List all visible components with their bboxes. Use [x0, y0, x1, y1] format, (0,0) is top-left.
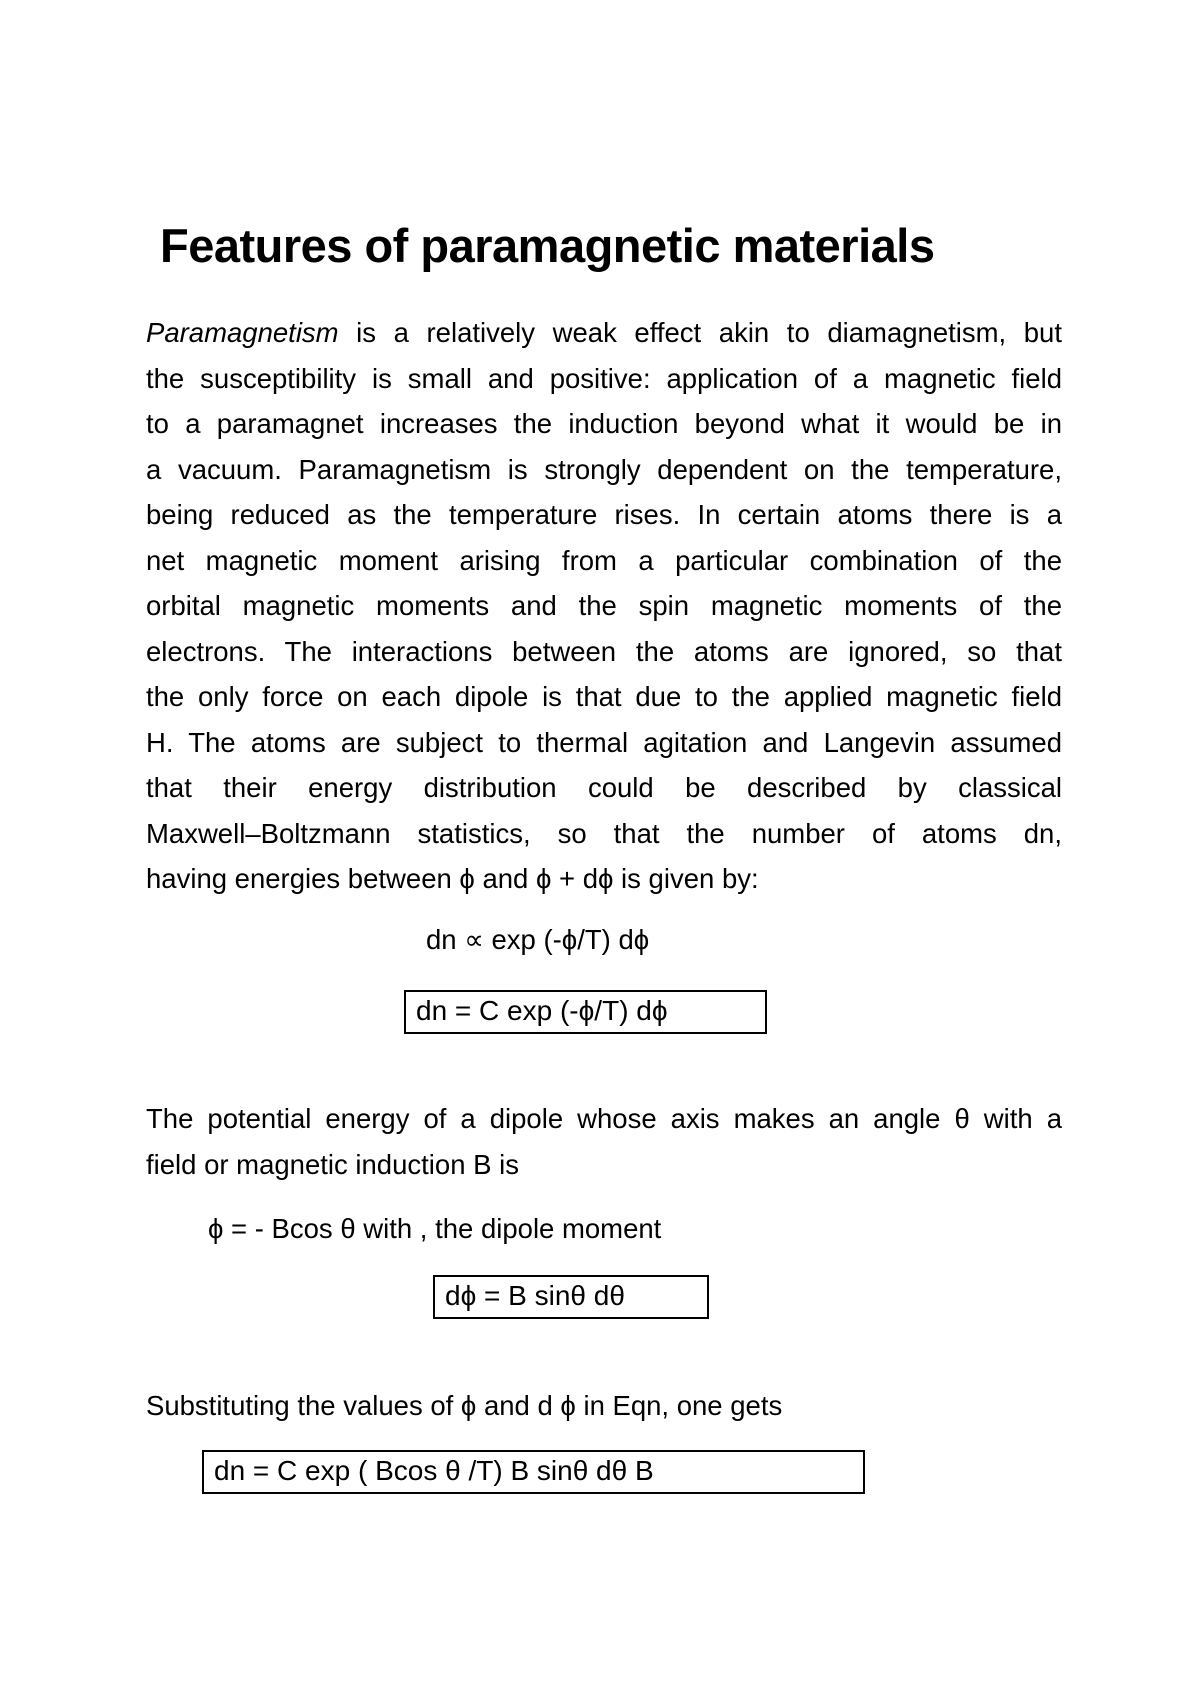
- paragraph-intro: [146, 310, 1062, 902]
- paragraph-line: the only force on each dipole is that due to the applied magnetic field: [146, 681, 1062, 712]
- paragraph-line: that their energy distribution could be described by classical: [146, 772, 1062, 803]
- paragraph-line: Substituting the values of ϕ and d ϕ in Eqn, one gets: [146, 1390, 783, 1421]
- paragraph-line: electrons. The interactions between the atoms are ignored, so that: [146, 635, 1062, 667]
- paragraph-line-text: is a relatively weak effect akin to diamagnetism, but: [338, 317, 1062, 348]
- paragraph-line: net magnetic moment arising from a particular combination of the: [146, 544, 1062, 576]
- paragraph-line: H. The atoms are subject to thermal agitation and Langevin assumed: [146, 726, 1062, 758]
- equation-phi-definition: ϕ = - Bcos θ with , the dipole moment: [208, 1213, 662, 1244]
- paragraph-line: the susceptibility is small and positive: application of a magnetic field: [146, 362, 1062, 394]
- paragraph-line: to a paramagnet increases the induction beyond what it would be in: [146, 408, 1062, 439]
- paragraph-potential-energy: [146, 1096, 1062, 1187]
- boxed-equation-dn: dn = C exp (-ϕ/T) dϕ: [404, 990, 767, 1034]
- paragraph-line: Maxwell–Boltzmann statistics, so that the number of atoms dn,: [146, 817, 1062, 849]
- paragraph-substitution: [146, 1383, 1062, 1429]
- page-title: Features of paramagnetic materials: [160, 219, 935, 272]
- equation-proportional: dn ∝ exp (-ϕ/T) dϕ: [426, 924, 650, 955]
- paragraph-line: [146, 310, 1062, 356]
- paragraph-line: orbital magnetic moments and the spin magnetic moments of the: [146, 590, 1062, 621]
- boxed-equation-final: dn = C exp ( Bcos θ /T) B sinθ dθ B: [202, 1450, 865, 1494]
- paragraph-line: having energies between ϕ and ϕ + dϕ is given by:: [146, 863, 759, 894]
- italic-term: Paramagnetism: [146, 317, 339, 348]
- paragraph-line: a vacuum. Paramagnetism is strongly dependent on the temperature,: [146, 453, 1062, 485]
- paragraph-line: being reduced as the temperature rises. In certain atoms there is a: [146, 499, 1062, 530]
- boxed-equation-dphi: dϕ = B sinθ dθ: [433, 1275, 709, 1319]
- paragraph-line: field or magnetic induction B is: [146, 1148, 519, 1180]
- paragraph-line: The potential energy of a dipole whose axis makes an angle θ with a: [146, 1103, 1062, 1134]
